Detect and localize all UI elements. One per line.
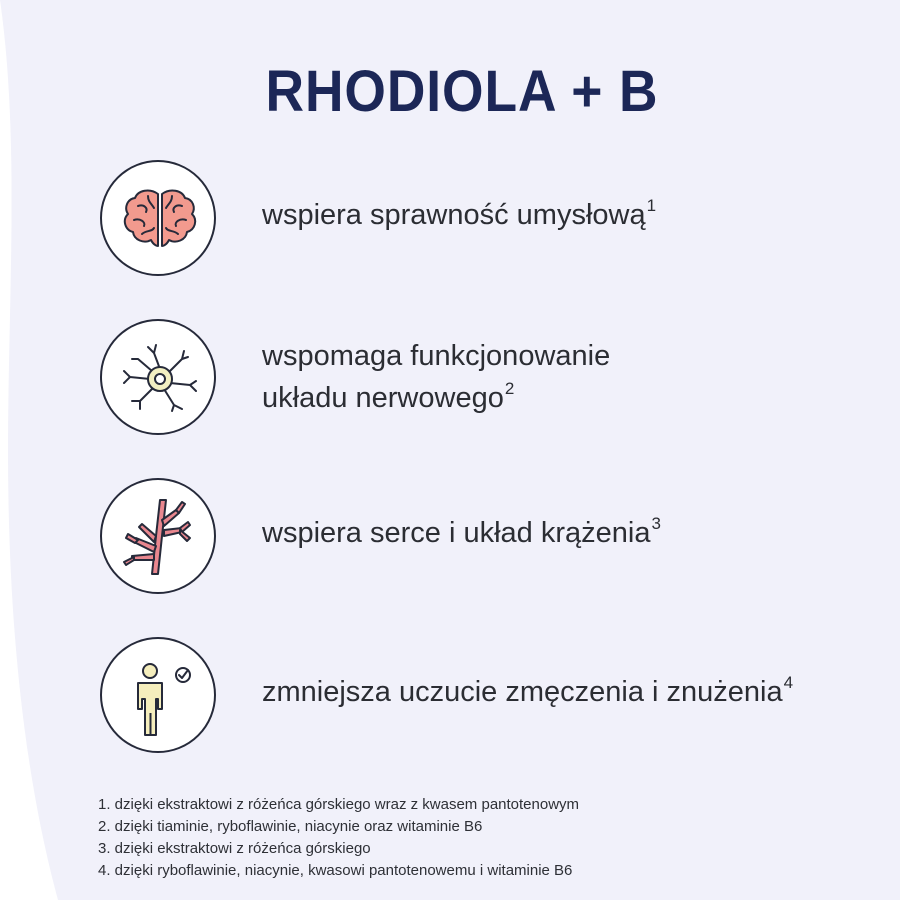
feature-text <box>262 671 793 713</box>
brain-icon <box>100 160 216 276</box>
feature-label: zmniejsza uczucie zmęczenia i znużenia <box>262 676 783 708</box>
feature-label: wspiera serce i układ krążenia <box>262 517 651 549</box>
feature-text <box>262 194 656 236</box>
footnote-ref: 3 <box>651 514 661 533</box>
footnote-ref: 1 <box>646 196 657 215</box>
neuron-icon <box>100 319 216 435</box>
feature-heart-circulation <box>100 478 880 598</box>
footnote-item: 3. dzięki ekstraktowi z różeńca górskiego <box>98 840 371 857</box>
footnote-item: 4. dzięki ryboflawinie, niacynie, kwasowi pantotenowemu i witaminie B6 <box>98 862 573 879</box>
feature-mental-performance <box>100 160 880 280</box>
page-title: RHODIOLA + B <box>265 59 659 124</box>
footnote-ref: 4 <box>783 673 794 692</box>
feature-fatigue-reduction <box>100 637 880 757</box>
footnote-ref: 2 <box>504 379 515 398</box>
feature-nervous-system <box>100 319 880 439</box>
blood-vessel-icon <box>100 478 216 594</box>
feature-label: wspiera sprawność umysłową <box>262 199 646 231</box>
footnote-item: 1. dzięki ekstraktowi z różeńca górskiego wraz z kwasem pantotenowym <box>98 796 580 813</box>
feature-text <box>262 335 610 419</box>
footnote-item: 2. dzięki tiaminie, ryboflawinie, niacynie oraz witaminie B6 <box>98 818 483 835</box>
feature-label-line-1: wspomaga funkcjonowanie <box>262 340 611 372</box>
footnotes-list <box>98 794 579 882</box>
person-check-icon <box>100 637 216 753</box>
feature-text <box>262 512 661 554</box>
feature-label-line-2: układu nerwowego <box>262 382 504 414</box>
